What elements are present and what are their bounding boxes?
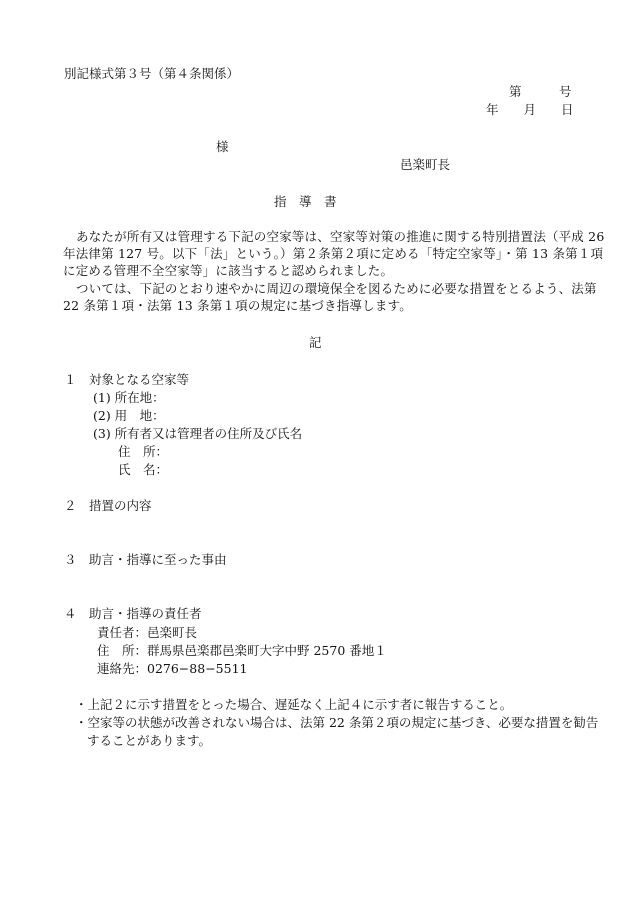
section-1-owner-address: 住 所：	[118, 444, 169, 459]
note-2-line-2: することがあります。	[87, 733, 212, 748]
section-1-heading: １ 対象となる空家等	[64, 372, 190, 387]
note-2-line-1: ・空家等の状態が改善されない場合は、法第 22 条第２項の規定に基づき、必要な措置を勧告	[75, 715, 599, 730]
document-title: 指 導 書	[274, 194, 337, 209]
section-1-owner-name: 氏 名：	[118, 462, 169, 477]
document-date: 年 月 日	[486, 102, 574, 117]
body-paragraph-1-line-3: に定める管理不全空家等」に該当すると認められました。	[63, 263, 394, 278]
body-paragraph-1-line-2: 年法律第 127 号。以下「法」という。）第２条第２項に定める「特定空家等」・第 13 条第１項	[63, 246, 604, 261]
addressee-honorific: 様	[216, 139, 229, 154]
ki-heading: 記	[309, 335, 322, 350]
section-4-address: 住 所：群馬県邑楽郡邑楽町大字中野 2570 番地１	[97, 643, 387, 658]
section-3-heading: ３ 助言・指導に至った事由	[64, 552, 227, 567]
section-4-responsible: 責任者：邑楽町長	[97, 625, 198, 640]
document-number: 第 号	[509, 84, 572, 99]
section-4-heading: ４ 助言・指導の責任者	[64, 606, 202, 621]
body-paragraph-2-line-1: ついては、下記のとおり速やかに周辺の環境保全を図るために必要な措置をとるよう、法第	[76, 281, 597, 296]
section-1-use: (2) 用 地：	[93, 408, 165, 423]
section-2-heading: ２ 措置の内容	[64, 498, 152, 513]
section-1-location: (1) 所在地：	[93, 390, 165, 405]
sender-title: 邑楽町長	[400, 157, 451, 172]
form-label: 別記様式第３号（第４条関係）	[64, 66, 240, 81]
section-1-owner-heading: (3) 所有者又は管理者の住所及び氏名	[93, 426, 303, 441]
section-4-contact: 連絡先：0276−88−5511	[97, 661, 248, 676]
body-paragraph-2-line-2: 22 条第１項・法第 13 条第１項の規定に基づき指導します。	[63, 298, 412, 313]
body-paragraph-1-line-1: あなたが所有又は管理する下記の空家等は、空家等対策の推進に関する特別措置法（平成 26	[76, 229, 605, 244]
note-1: ・上記２に示す措置をとった場合、遅延なく上記４に示す者に報告すること。	[75, 697, 513, 712]
